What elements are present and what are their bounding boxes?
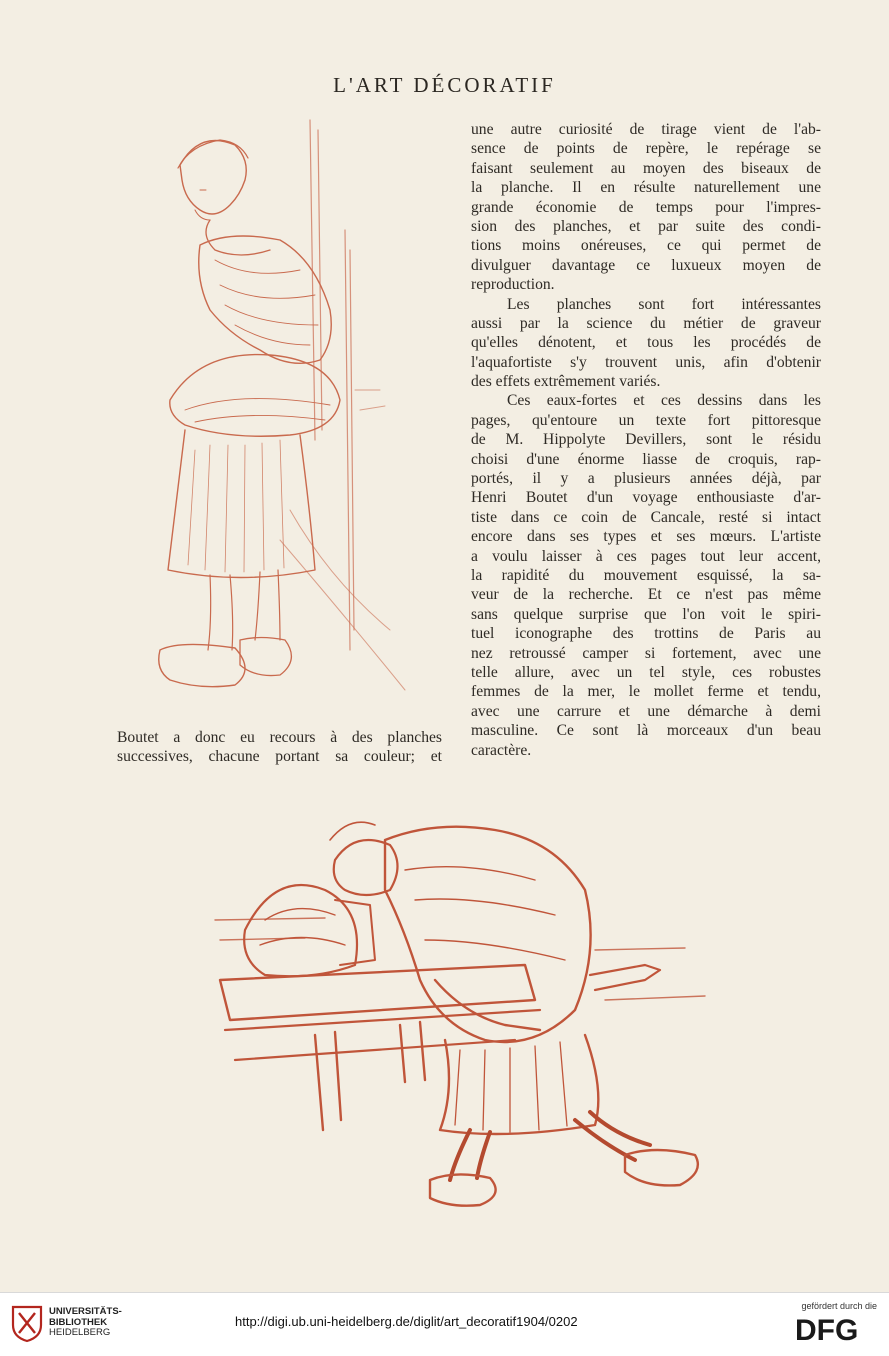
text-line: tuel iconographe des trottins de Paris au: [471, 625, 821, 643]
text-line: Ces eaux-fortes et ces dessins dans les: [507, 392, 821, 410]
left-column-text: [117, 728, 442, 767]
sketch-standing-woman: [140, 110, 440, 710]
text-line: de M. Hippolyte Devillers, sont le résidu: [471, 431, 821, 449]
sketch-woman-with-cart: [205, 800, 715, 1210]
text-line: caractère.: [471, 741, 532, 759]
text-line: divulguer davantage ce luxueux moyen de: [471, 256, 821, 274]
institution-line: HEIDELBERG: [49, 1327, 111, 1338]
text-line: pages, qu'entoure un texte fort pittoresque: [471, 411, 821, 429]
text-line: qu'elles dénotent, et tous les procédés de: [471, 334, 821, 352]
text-line: choisi d'une énorme liasse de croquis, rap-: [471, 450, 821, 468]
text-line: Les planches sont fort intéressantes: [507, 295, 821, 313]
text-line: tions moins onéreuses, ce qui permet de: [471, 237, 821, 255]
university-library-name[interactable]: [49, 1307, 122, 1339]
text-line: une autre curiosité de tirage vient de l'ab-: [471, 121, 821, 138]
text-line: tiste dans ce coin de Cancale, resté si intact: [471, 508, 821, 526]
permalink-url[interactable]: http://digi.ub.uni-heidelberg.de/diglit/art_decoratif1904/0202: [235, 1314, 578, 1329]
text-line: aussi par la science du métier de graveur: [471, 314, 821, 332]
text-line: sence de points de repère, le repérage se: [471, 140, 821, 158]
text-line: Boutet a donc eu recours à des planches: [117, 729, 442, 746]
text-line: l'aquafortiste s'y trouvent unis, afin d'obtenir: [471, 353, 821, 371]
text-line: successives, chacune portant sa couleur; et: [117, 748, 442, 766]
text-line: avec une carrure et une démarche à demi: [471, 702, 821, 720]
institution-line: UNIVERSITÄTS-: [49, 1306, 122, 1317]
text-line: Henri Boutet d'un voyage enthousiaste d'ar-: [471, 489, 821, 507]
text-line: reproduction.: [471, 276, 555, 294]
text-line: veur de la recherche. Et ce n'est pas même: [471, 586, 821, 604]
text-line: faisant seulement au moyen des biseaux de: [471, 159, 821, 177]
institution-line: BIBLIOTHEK: [49, 1316, 108, 1328]
text-line: sion des planches, et par suite des condi-: [471, 217, 821, 235]
text-line: portés, il y a plusieurs années déjà, par: [471, 470, 821, 488]
text-line: la rapidité du mouvement esquissé, la sa-: [471, 566, 821, 584]
text-line: sans quelque surprise que l'on voit le spiri-: [471, 605, 821, 623]
text-line: des effets extrêmement variés.: [471, 373, 661, 391]
right-column-text: [471, 120, 821, 760]
text-line: telle allure, avec un tel style, ces robustes: [471, 663, 821, 681]
dfg-logo-text: DFG: [795, 1314, 859, 1344]
text-line: encore dans ses types et ses mœurs. L'artiste: [471, 528, 821, 546]
text-line: grande économie de temps pour l'impres-: [471, 198, 821, 216]
text-line: la planche. Il en résulte naturellement une: [471, 179, 821, 197]
funded-by-label: gefördert durch die: [801, 1301, 877, 1311]
university-seal-icon[interactable]: [10, 1303, 44, 1343]
viewer-footer: [0, 1292, 889, 1356]
running-title: L'ART DÉCORATIF: [333, 73, 556, 97]
text-line: femmes de la mer, le mollet ferme et tendu,: [471, 683, 821, 701]
text-line: nez retroussé camper si fortement, avec une: [471, 644, 821, 662]
text-line: a voulu laisser à ces pages tout leur accent,: [471, 547, 821, 565]
text-line: masculine. Ce sont là morceaux d'un beau: [471, 722, 821, 740]
dfg-logo[interactable]: [795, 1314, 877, 1344]
